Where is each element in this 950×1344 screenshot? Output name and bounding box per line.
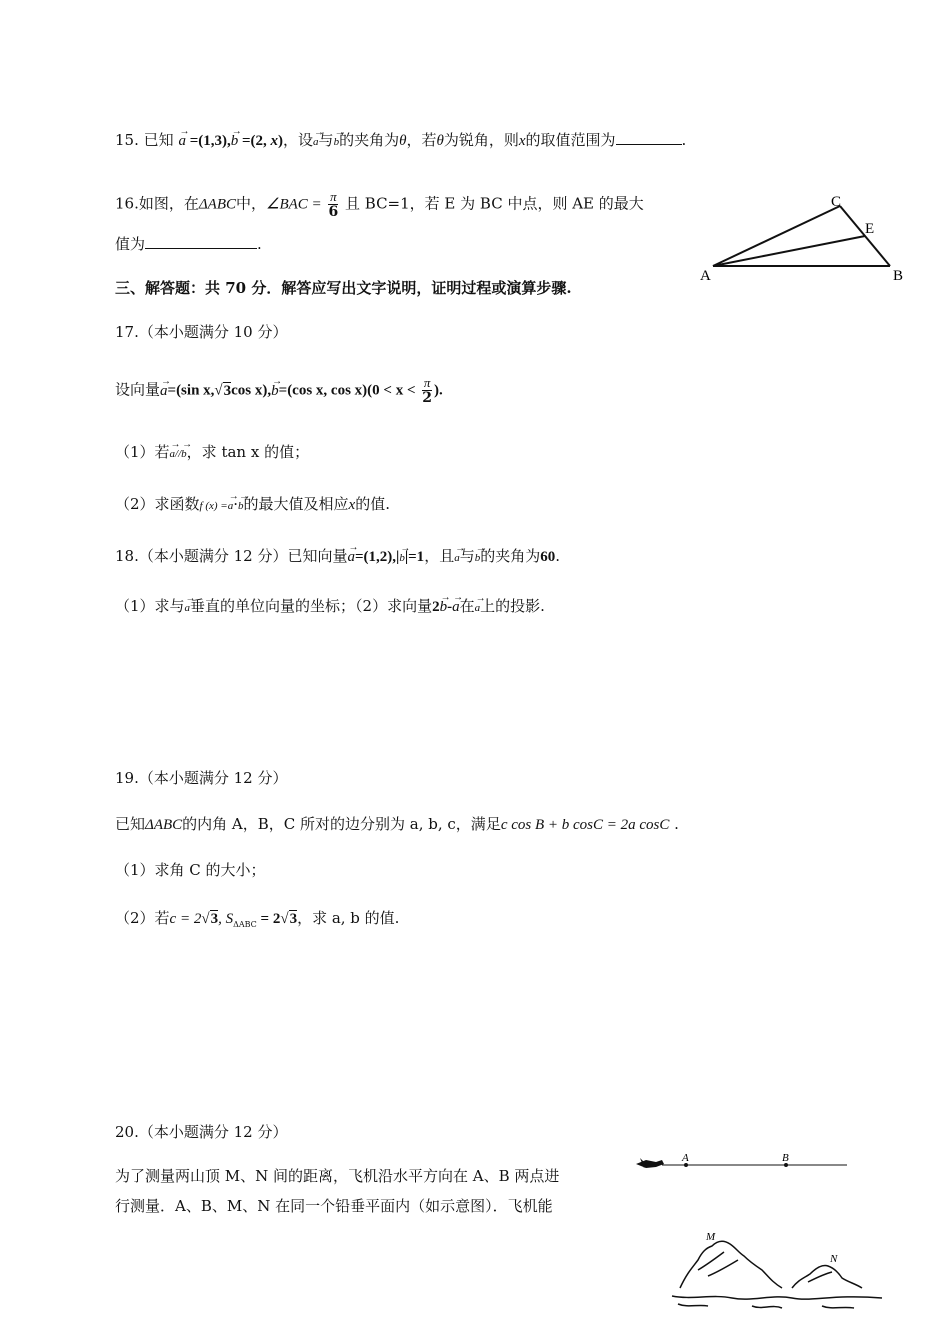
- vector-b: → b: [231, 131, 239, 151]
- question-19-header: 19.（本小题满分 12 分）: [115, 769, 288, 787]
- label-c: C: [831, 194, 842, 210]
- question-16: 16.如图，在ΔABC中，∠BAC = $\frac{\pi}{6}$ 且 BC=1，若 E 为 BC 中点，则 AE 的最大: [115, 189, 644, 220]
- question-19-part1: （1）求角 C 的大小；: [115, 861, 266, 879]
- question-17-line1: 设向量→ a=(sin x,√3cos x),→ b=(cos x, cos x)(0 < x < $\frac{\pi}{2}$ ).: [115, 376, 443, 405]
- label-b: B: [893, 268, 904, 284]
- label-n: N: [830, 1253, 838, 1265]
- question-15: 15. 已知 → a =(1,3),→ b =(2, x)，设→ a与→ b的夹角为θ，若θ为锐角，则x的取值范围为 .: [115, 130, 686, 152]
- question-20-line2: 行测量．A、B、M、N 在同一个铅垂平面内（如示意图）．飞机能: [115, 1197, 553, 1215]
- question-17-part2: （2）求函数f (x) =→ a·→ b的最大值及相应x的值.: [115, 494, 390, 516]
- question-20-line1: 为了测量两山顶 M、N 间的距离，飞机沿水平方向在 A、B 两点进: [115, 1167, 560, 1185]
- question-19-line1: 已知ΔABC的内角 A，B，C 所对的边分别为 a, b, c，满足c cos B + b cosC = 2a cosC .: [115, 815, 679, 833]
- question-18-line1: 18.（本小题满分 12 分）已知向量→ a=(1,2),|→ b|=1，且→ a与→ b的夹角为60.: [115, 546, 560, 568]
- label-m: M: [706, 1231, 716, 1243]
- triangle-figure: [695, 188, 915, 288]
- triangle-lines: [713, 206, 890, 266]
- question-16-line2: 值为 .: [115, 235, 262, 253]
- section-heading: 三、解答题：共 70 分．解答应写出文字说明，证明过程或演算步骤.: [115, 279, 572, 297]
- question-17-header: 17.（本小题满分 10 分）: [115, 323, 288, 341]
- fraction-pi-6: $\frac{\pi}{6}$: [328, 189, 339, 220]
- mountains: [672, 1241, 882, 1308]
- label-b: B: [782, 1152, 789, 1164]
- question-20-header: 20.（本小题满分 12 分）: [115, 1123, 288, 1141]
- label-e: E: [865, 221, 875, 237]
- answer-blank: [616, 130, 682, 145]
- airplane-icon: [636, 1158, 664, 1168]
- question-19-part2: （2）若c = 2√3, $S_{\Delta ABC} = 2√3$，求 a, b 的值.: [115, 909, 400, 929]
- answer-blank: [145, 234, 257, 249]
- fraction-pi-2: $\frac{\pi}{2}$: [422, 375, 433, 406]
- question-18-parts: （1）求与→ a垂直的单位向量的坐标；（2）求向量2→ b-→ a在→ a上的投影.: [115, 596, 545, 618]
- label-a: A: [700, 268, 711, 284]
- question-17-part1: （1）若→ a//→ b，求 tan x 的值；: [115, 442, 309, 464]
- vector-a: → a: [178, 131, 186, 151]
- label-a: A: [682, 1152, 689, 1164]
- mountain-figure: [632, 1148, 892, 1318]
